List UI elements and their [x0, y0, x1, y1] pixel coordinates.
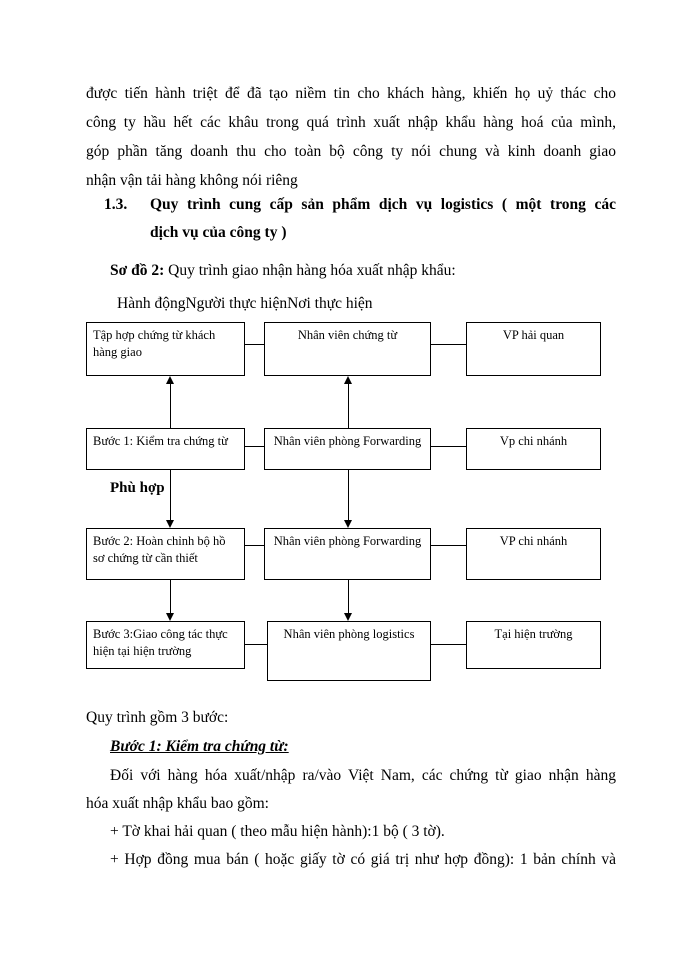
section-title-line-2: dịch vụ của công ty )	[150, 224, 287, 241]
place-box-2: Vp chi nhánh	[466, 428, 601, 470]
intro-line-3: góp phần tăng doanh thu cho toàn bộ công ty nói chung và kinh doanh giao	[86, 143, 616, 160]
arrow-shaft	[170, 384, 171, 428]
step1-heading: Bước 1: Kiểm tra chứng từ:	[110, 738, 289, 755]
arrow-down-icon	[166, 520, 174, 528]
para1-line-2: hóa xuất nhập khẩu bao gồm:	[86, 795, 269, 812]
arrow-shaft	[170, 470, 171, 520]
arrow-shaft	[170, 580, 171, 613]
place-box-1: VP hải quan	[466, 322, 601, 376]
para1-line-1: Đối với hàng hóa xuất/nhập ra/vào Việt Nam, các chứng từ giao nhận hàng	[110, 767, 616, 784]
arrow-down-icon	[344, 520, 352, 528]
intro-line-1: được tiến hành triệt để đã tạo niềm tin cho khách hàng, khiến họ uỷ thác cho	[86, 85, 616, 102]
connector-h	[245, 644, 267, 645]
performer-box-3: Nhân viên phòng Forwarding	[264, 528, 431, 580]
performer-box-4: Nhân viên phòng logistics	[267, 621, 431, 681]
connector-h	[431, 344, 466, 345]
connector-h	[431, 545, 466, 546]
arrow-down-icon	[166, 613, 174, 621]
arrow-down-icon	[344, 613, 352, 621]
diagram-caption	[110, 261, 456, 281]
connector-h	[431, 446, 466, 447]
place-box-3: VP chi nhánh	[466, 528, 601, 580]
arrow-shaft	[348, 470, 349, 520]
arrow-up-icon	[344, 376, 352, 384]
performer-box-1: Nhân viên chứng từ	[264, 322, 431, 376]
action-box-3: Bước 2: Hoàn chỉnh bộ hồ sơ chứng từ cần thiết	[86, 528, 245, 580]
arrow-shaft	[348, 580, 349, 613]
arrow-shaft	[348, 384, 349, 428]
section-title-line-1: Quy trình cung cấp sản phẩm dịch vụ logistics ( một trong các	[150, 196, 616, 213]
performer-box-2: Nhân viên phòng Forwarding	[264, 428, 431, 470]
intro-line-4: nhận vận tải hàng không nói riêng	[86, 172, 298, 189]
bullet-2: + Hợp đồng mua bán ( hoặc giấy tờ có giá trị như hợp đồng): 1 bản chính và	[110, 851, 616, 868]
diagram-caption-text: Quy trình giao nhận hàng hóa xuất nhập khẩu:	[164, 262, 456, 279]
intro-line-2: công ty hầu hết các khâu trong quá trình xuất nhập khẩu hàng hoá của mình,	[86, 114, 616, 131]
action-box-2: Bước 1: Kiểm tra chứng từ	[86, 428, 245, 470]
diagram-column-headers: Hành độngNgười thực hiệnNơi thực hiện	[117, 295, 373, 312]
place-box-4: Tại hiện trường	[466, 621, 601, 669]
steps-intro: Quy trình gồm 3 bước:	[86, 709, 229, 726]
section-number: 1.3.	[104, 196, 128, 213]
connector-h	[245, 446, 264, 447]
connector-h	[245, 344, 264, 345]
action-box-4: Bước 3:Giao công tác thực hiện tại hiện trường	[86, 621, 245, 669]
diagram-caption-label: Sơ đồ 2:	[110, 262, 165, 279]
bullet-1: + Tờ khai hải quan ( theo mẫu hiện hành):1 bộ ( 3 tờ).	[110, 823, 445, 840]
arrow-up-icon	[166, 376, 174, 384]
connector-h	[431, 644, 466, 645]
fit-label: Phù hợp	[110, 480, 165, 496]
action-box-1: Tập hợp chứng từ khách hàng giao	[86, 322, 245, 376]
connector-h	[245, 545, 264, 546]
